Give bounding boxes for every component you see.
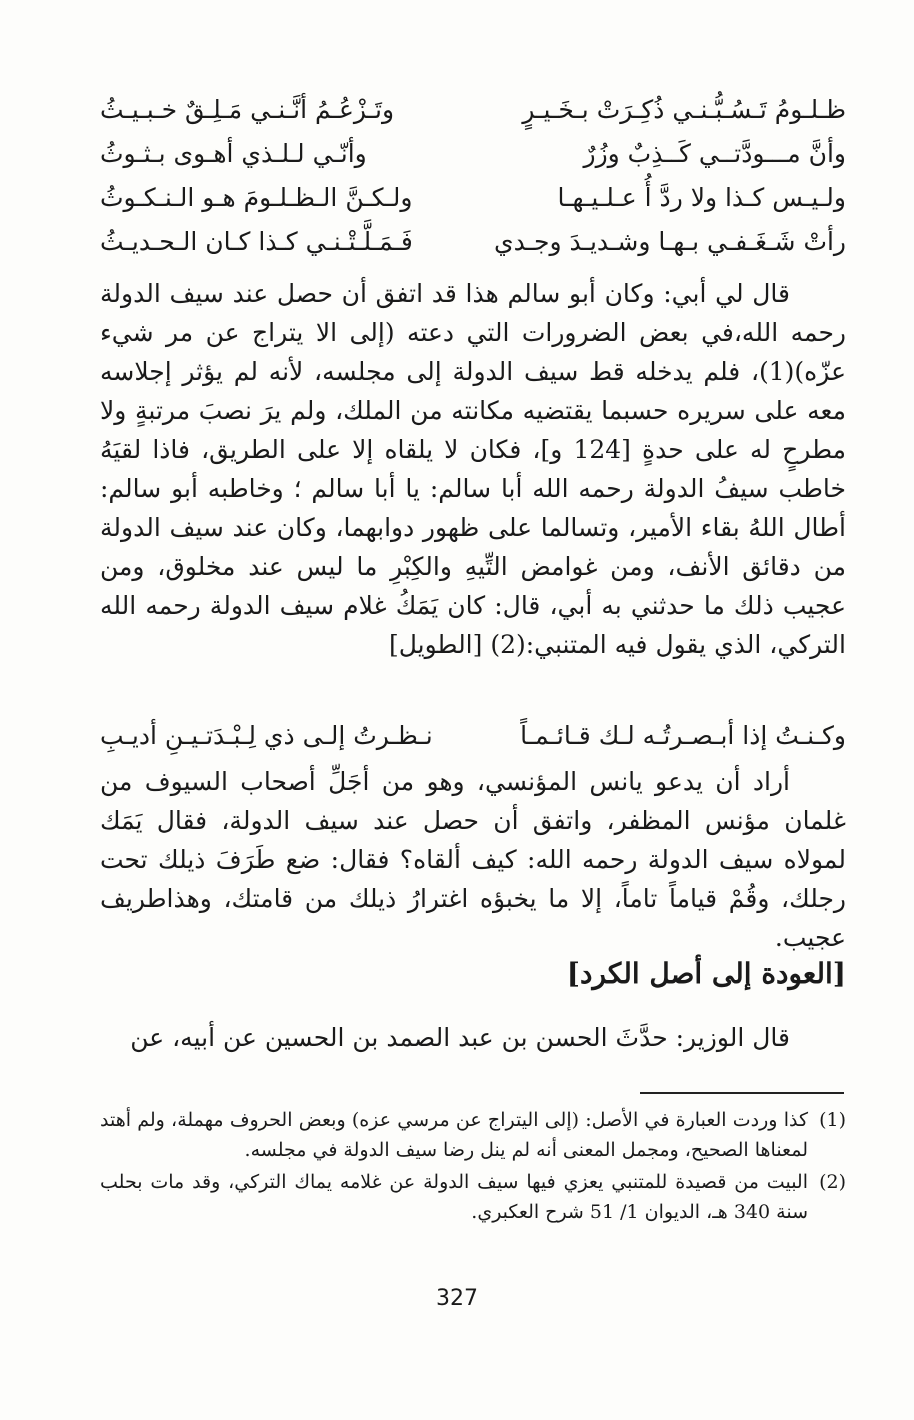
footnote-number: (1) bbox=[819, 1109, 846, 1131]
verse-second-hemistich: وتَـزْعُـمُ أنَّـنـي مَـلِـقٌ خـبـيـثُ bbox=[100, 95, 395, 124]
verse-first-hemistich: وكـنـتُ إذا أبـصـرتُـه لـك قـائـمـاً bbox=[520, 721, 846, 750]
paragraph-anecdote bbox=[100, 762, 846, 957]
footnote-item bbox=[100, 1167, 846, 1227]
footnote-divider bbox=[640, 1092, 844, 1094]
verse-first-hemistich: ظـلـومُ تَـسُـبُّـنـي ذُكِـرَتْ بـخَـيـرٍ bbox=[522, 95, 846, 124]
verse-second-hemistich: نـظـرتُ إلـى ذي لِـبْـدَتـيـنِ أديـبِ bbox=[100, 721, 433, 750]
paragraph-text: قال الوزير: حدَّثَ الحسن بن عبد الصمد بن الحسين عن أبيه، عن bbox=[130, 1023, 790, 1052]
section-heading: [العودة إلى أصل الكرد] bbox=[566, 957, 846, 990]
verse-second-hemistich: فَـمَـلَّـتْـنـي كـذا كـان الـحـديـثُ bbox=[100, 227, 413, 256]
verse-first-hemistich: وأنَّ مـــودَّتــي كَــذِبٌ وزُرٌ bbox=[583, 139, 846, 168]
verse-line bbox=[100, 714, 846, 758]
footnote-item bbox=[100, 1105, 846, 1165]
paragraph-section-start bbox=[100, 1018, 846, 1057]
verse-second-hemistich: ولـكـنَّ الـظـلـومَ هـو الـنـكـوثُ bbox=[100, 183, 413, 212]
verse-line bbox=[100, 176, 846, 220]
footnotes bbox=[100, 1105, 846, 1229]
footnote-text: كذا وردت العبارة في الأصل: (إلى اليتراج عن مرسي عزه) وبعض الحروف مهملة، ولم أهتد لمعناها الصحيح، ومجمل المعنى أنه لم ينل رضا سيف الدولة في مجلسه. bbox=[100, 1109, 808, 1161]
poem-verses bbox=[100, 88, 846, 264]
verse-first-hemistich: رأتْ شَـغَـفـي بـهـا وشـديـدَ وجـدي bbox=[494, 227, 846, 256]
page-number: 327 bbox=[436, 1286, 478, 1311]
footnote-text: البيت من قصيدة للمتنبي يعزي فيها سيف الدولة عن غلامه يماك التركي، وقد مات بحلب سنة 340 هـ، الديوان 1/ 51 شرح العكبري. bbox=[100, 1171, 808, 1223]
footnote-number: (2) bbox=[819, 1171, 846, 1193]
verse-line bbox=[100, 132, 846, 176]
verse-line bbox=[100, 88, 846, 132]
verse-first-hemistich: ولـيـس كـذا ولا ردَّ أُ عـلـيـهـا bbox=[557, 183, 846, 212]
paragraph-narration bbox=[100, 274, 846, 664]
verse-second-hemistich: وأنّـي لـلـذي أهـوى بـثـوثُ bbox=[100, 139, 367, 168]
paragraph-text: قال لي أبي: وكان أبو سالم هذا قد اتفق أن حصل عند سيف الدولة رحمه الله،في بعض الضرورات التي دعته (إلى الا يتراج عن مر شيء عزّه)(1)، فلم يدخله قط سيف الدولة إلى مجلسه، لأنه لم يؤثر إجلاسه معه على سريره حسبما يقتضيه مكانته من الملك، ولم يرَ نصبَ مرتبةٍ ولا مطرحٍ له على حدةٍ [124 و]، فكان لا يلقاه إلا على الطريق، فاذا لقيَهُ خاطب سيفُ الدولة رحمه الله أبا سالم: يا أبا سالم ؛ وخاطبه أبو سالم: أطال اللهُ بقاء الأمير، وتسالما على ظهور دوابهما، وكان عند سيف الدولة من دقائق الأنف، ومن غوامض التِّيهِ والكِبْرِ ما ليس عند مخلوق، ومن عجيب ذلك ما حدثني به أبي، قال: كان يَمَكُ غلام سيف الدولة رحمه الله التركي، الذي يقول فيه المتنبي:(2) [الطويل] bbox=[100, 279, 846, 659]
paragraph-text: أراد أن يدعو يانس المؤنسي، وهو من أجَلِّ أصحاب السيوف من غلمان مؤنس المظفر، واتفق أن حصل عند سيف الدولة، فقال يَمَك لمولاه سيف الدولة رحمه الله: كيف ألقاه؟ فقال: ضع طَرَفَ ذيلك تحت رجلك، وقُمْ قياماً تاماً، إلا ما يخبؤه اغترارُ ذيلك من قامتك، وهذاطريف عجيب. bbox=[100, 767, 846, 952]
verse-line bbox=[100, 220, 846, 264]
quoted-verse bbox=[100, 714, 846, 758]
